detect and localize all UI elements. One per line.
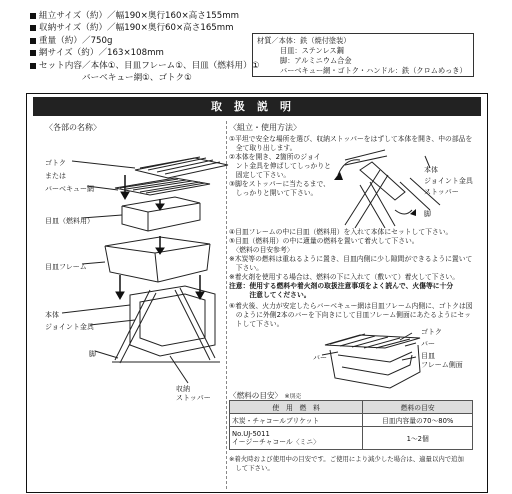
table-cell: No.UJ-5011 イージーチャコール〈ミニ〉 [230,427,363,450]
step-line: ⑤目皿（燃料用）の中に適量の燃料を置いて着火して下さい。 [229,237,419,245]
bullet-square-icon [30,25,36,31]
step-line: 〈燃料の目安参考〉 [229,246,294,254]
spec-set-contents: セット内容／本体①、目皿フレーム①、目皿（燃料用）① [39,60,260,71]
column-divider [226,121,227,489]
bullet-square-icon [30,50,36,56]
label-leg: 脚 [89,350,96,358]
spec-list [30,10,259,84]
fuel-table [229,400,473,450]
step-line: のように外側2本のバーを下向きにして目皿フレーム側面にあたるようにセッ [229,311,471,319]
spec-net-size: 網サイズ（約）／163×108mm [39,48,164,59]
step-line: ※木炭等の燃料は重ねるように置き、目皿内側に少し隙間ができるように置いて [229,255,473,263]
step-line: 下さい。 [229,264,263,272]
diag-label-joint: ジョイント金具 [424,177,473,185]
spec-row [30,22,259,34]
footnote-line: ※着火時および使用中の目安です。ご使用により減少した場合は、適量以内で追加 [229,455,464,463]
step-line: 固定して下さい。 [229,171,291,179]
diag2-label-grate-frame: 目皿 フレーム側面 [421,352,463,369]
spec-assembled-size: 組立サイズ（約）／幅190×奥行160×高さ155mm [39,11,239,21]
assembly-steps-3 [229,302,473,329]
table-header-row [230,401,473,414]
spec-set-contents-cont: バーベキュー網①、ゴトク① [82,73,192,84]
step-line: トして下さい。 [229,320,284,328]
materials-line: 脚：アルミニウム合金 [280,56,352,65]
caution-line: 注意：使用する燃料や着火剤の取扱注意事項をよく読んで、火傷等に十分 [229,282,454,290]
step-line: ※着火剤を使用する場合は、燃料の下に入れて（敷いて）着火して下さい。 [229,273,459,281]
diag2-label-bar: バー [313,354,327,362]
table-header: 使 用 燃 料 [230,401,363,414]
bullet-square-icon [30,63,36,69]
table-row [230,427,473,450]
table-row [230,414,473,427]
instructions-banner: 取扱説明 [33,97,481,116]
label-stopper: 収納 ストッパー [176,385,211,402]
bullet-square-icon [30,38,36,44]
diag2-label-bar2: バー [421,340,435,348]
bullet-square-icon [30,13,36,19]
parts-title: 〈各部の名称〉 [45,123,101,132]
materials-box [252,33,474,77]
label-joint: ジョイント金具 [45,323,94,331]
diag-label-body: 本体 [424,166,438,174]
spec-row [30,10,259,22]
step-line: 全て取り出します。 [229,144,297,152]
diag2-label-gotoku: ゴトク [421,328,442,336]
table-cell: 1〜2個 [363,427,473,450]
table-cell: 木炭・チャコールブリケット [230,414,363,427]
assembly-title: 〈組立・使用方法〉 [229,123,301,132]
caution-line: 注意してください。 [229,291,311,299]
spec-row [30,60,259,72]
step-line: ⑥着火後、火力が安定したらバーベキュー網は目皿フレーム内側に、ゴトクは図 [229,302,473,310]
step-line: ①平坦で安全な場所を選び、収納ストッパーをはずして本体を開き、中の部品を [229,135,473,143]
table-header: 燃料の目安 [363,401,473,414]
assembly-steps-2 [229,228,472,282]
caution-note [229,282,453,300]
materials-line: バーベキュー網・ゴトク・ハンドル：鉄（クロムめっき） [280,66,467,75]
step-line: しっかりと開いて下さい。 [229,189,318,197]
fuel-note: ※別売 [284,394,302,400]
materials-line: 目皿：ステンレス鋼 [280,46,344,55]
materials-heading: 材質／本体：鉄（焼付塗装） [257,36,351,45]
spec-row [30,47,259,59]
step-line: ント金具を伸ばしてしっかりと [229,162,331,170]
fuel-title-text: 〈燃料の目安〉 [229,391,283,400]
footnote-line: して下さい。 [229,464,274,472]
label-mataha: または [45,172,66,180]
spec-weight: 重量（約）／750g [39,35,113,46]
label-bbq-net: バーベキュー網 [45,185,94,193]
table-cell: 目皿内容量の70〜80% [363,414,473,427]
fuel-footnote [229,455,464,473]
step-line: ②本体を開き、2箇所のジョイ [229,153,321,161]
label-gotoku: ゴトク [45,159,66,167]
step-line: ③脚をストッパーに当たるまで、 [229,180,330,188]
spec-storage-size: 収納サイズ（約）／幅190×奥行60×高さ165mm [39,23,234,34]
diag-label-leg: 脚 [424,210,431,218]
label-grate-frame: 目皿フレーム [45,263,87,271]
label-body: 本体 [45,311,59,319]
step-line: ④目皿フレームの中に目皿（燃料用）を入れて本体にセットして下さい。 [229,228,453,236]
spec-row [30,35,259,47]
diag-label-stopper: ストッパー [424,188,459,196]
label-grate: 目皿（燃料用） [45,217,94,225]
